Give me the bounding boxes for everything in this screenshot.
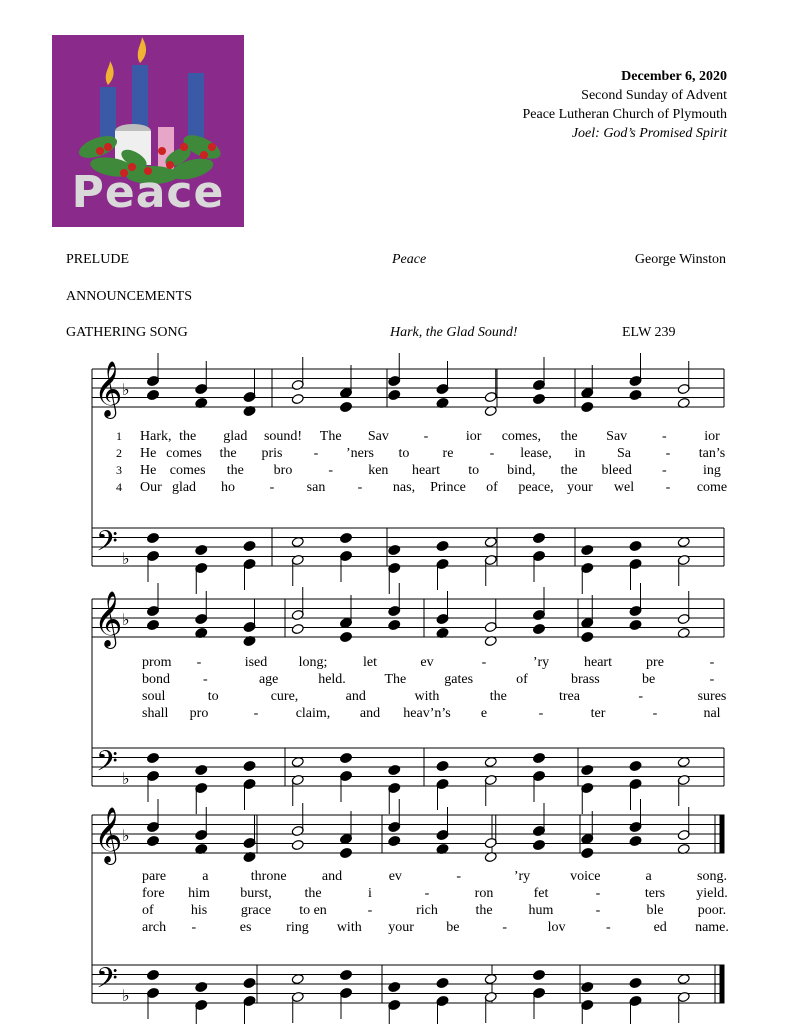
lyric-syllable: sound! [263,429,303,444]
lyric-syllable: pare [142,869,167,884]
lyric-syllable: ter [590,706,606,721]
lyric-syllable: come [696,480,728,495]
lyric-syllable: - [538,706,544,721]
lyric-syllable: ing [703,463,721,478]
treble-note [532,393,545,404]
bass-clef-icon: 𝄢 [96,525,118,565]
treble-note [629,835,642,846]
lyric-syllable: and [359,706,381,721]
lyric-syllable: held. [318,672,346,687]
bass-note [436,760,449,771]
lyric-syllable: song. [697,869,727,884]
lyric-syllable: The [384,672,407,687]
verse-number: 3 [116,463,122,477]
bass-note [532,752,545,763]
lyric-syllable: to [468,463,480,478]
lyric-syllable: sures [697,689,727,704]
treble-note [291,623,304,634]
lyric-syllable: gates [444,672,474,687]
lyric-syllable: re [442,446,454,461]
bass-note [436,540,449,551]
bass-clef-icon: 𝄢 [96,745,118,785]
lyric-syllable: - [709,672,715,687]
lyric-syllable: ble [646,903,664,918]
bass-clef-icon: 𝄢 [96,962,118,1002]
treble-note [388,389,401,400]
lyric-syllable: pro [189,706,209,721]
bass-note [388,764,401,775]
treble-note [339,401,352,412]
lyric-syllable: lov [547,920,566,935]
bass-note [243,760,256,771]
lyric-syllable: let [363,655,377,670]
lyric-syllable: comes, [501,429,541,444]
lyric-syllable: lease, [520,446,552,461]
lyric-syllable: be [446,920,460,935]
lyric-syllable: He [140,463,157,478]
lyric-syllable: ring [286,920,309,935]
lyric-syllable: comes [169,463,206,478]
treble-note [581,631,594,642]
lyric-syllable: ior [704,429,720,444]
lyric-syllable: - [328,463,334,478]
treble-note [339,847,352,858]
prelude-label: PRELUDE [66,252,129,267]
lyric-syllable: of [516,672,528,687]
lyric-syllable: - [652,706,658,721]
bass-note [339,532,352,543]
lyric-syllable: fore [142,886,165,901]
lyric-syllable: glad [171,480,197,495]
flat-icon: ♭ [122,380,130,399]
treble-note [629,389,642,400]
lyric-syllable: burst, [240,886,272,901]
lyric-syllable: hum [528,903,554,918]
lyric-syllable: voice [570,869,601,884]
lyric-syllable: comes [166,446,202,461]
lyric-syllable: nas, [392,480,416,495]
lyric-syllable: grace [240,903,272,918]
lyric-syllable: the [219,446,237,461]
lyric-syllable: - [502,920,508,935]
bass-note [195,981,208,992]
treble-note [581,401,594,412]
lyric-syllable: poor. [697,903,727,918]
lyric-syllable: Our [140,480,162,495]
lyric-syllable: your [388,920,414,935]
lyric-syllable: yield. [696,886,728,901]
bass-note [629,977,642,988]
bass-note [581,764,594,775]
lyric-syllable: the [489,689,507,704]
lyric-syllable: brass [570,672,600,687]
lyric-syllable: - [606,920,611,935]
lyric-syllable: ed [653,920,667,935]
lyric-syllable: - [709,655,715,670]
lyric-syllable: the [560,463,578,478]
lyric-syllable: bond [142,672,170,687]
lyric-syllable: with [414,689,440,704]
verse-number: 2 [116,446,122,460]
lyric-syllable: of [486,480,498,495]
lyric-syllable: - [661,429,667,444]
announcements-label: ANNOUNCEMENTS [66,289,192,304]
bass-note [484,536,497,547]
bass-note [436,977,449,988]
lyric-syllable: Prince [430,480,466,495]
lyric-syllable: heav’n’s [403,706,451,721]
bass-note [484,973,497,984]
lyric-syllable: Hark, [140,429,172,444]
lyric-syllable: a [645,869,652,884]
lyric-syllable: throne [250,869,287,884]
lyric-syllable: - [423,429,429,444]
treble-note [388,619,401,630]
lyric-syllable: The [319,429,342,444]
lyric-syllable: bind, [507,463,536,478]
bass-note [388,981,401,992]
lyric-syllable: ’ry [513,869,531,884]
treble-clef-icon: 𝄞 [94,361,123,417]
lyric-syllable: heart [584,655,612,670]
treble-note [339,631,352,642]
lyric-syllable: glad [223,429,248,444]
lyric-syllable: the [226,463,244,478]
lyric-syllable: - [456,869,462,884]
bass-note [581,981,594,992]
bass-note [195,764,208,775]
lyric-syllable: i [368,886,372,901]
treble-note [146,619,159,630]
lyric-syllable: ev [420,655,434,670]
lyric-syllable: name. [695,920,729,935]
prelude-title: Peace [392,252,427,267]
treble-note [291,393,304,404]
lyric-syllable: ’ry [532,655,550,670]
lyric-syllable: his [190,903,208,918]
bass-note [677,973,690,984]
lyric-syllable: - [424,886,430,901]
lyric-syllable: ters [644,886,666,901]
lyric-syllable: - [595,903,601,918]
lyric-syllable: and [345,689,366,704]
lyric-syllable: Sa [617,446,631,461]
lyric-syllable: heart [412,463,440,478]
lyric-syllable: age [258,672,279,687]
lyric-syllable: san [306,480,326,495]
lyric-syllable: the [560,429,578,444]
flat-icon: ♭ [122,549,130,568]
verse-number: 1 [116,429,122,443]
bass-note [291,536,304,547]
bass-note [532,969,545,980]
hymn-number: ELW 239 [622,325,676,340]
lyric-syllable: He [140,446,157,461]
lyric-syllable: peace, [518,480,554,495]
bass-note [243,977,256,988]
bass-note [532,532,545,543]
bass-note [195,544,208,555]
bass-note [581,544,594,555]
lyric-syllable: - [665,480,671,495]
bass-note [484,756,497,767]
flat-icon: ♭ [122,610,130,629]
bass-note [146,532,159,543]
lyric-syllable: wel [613,480,635,495]
lyric-syllable: cure, [270,689,299,704]
lyric-syllable: claim, [295,706,331,721]
lyric-syllable: Sav [606,429,628,444]
lyric-syllable: e [480,706,488,721]
lyric-syllable: - [269,480,275,495]
flat-icon: ♭ [122,826,130,845]
lyric-syllable: - [661,463,667,478]
bass-note [677,756,690,767]
sermon-theme: Joel: God’s Promised Spirit [571,126,727,141]
lyric-syllable: nal [703,706,721,721]
gathering-title: Hark, the Glad Sound! [390,325,518,340]
lyric-syllable: fet [533,886,549,901]
lyric-syllable: him [188,886,210,901]
lyric-syllable: tan’s [698,446,726,461]
treble-note [388,835,401,846]
final-bar-line [720,965,724,1003]
treble-note [146,835,159,846]
lyric-syllable: ev [388,869,402,884]
lyric-syllable: - [191,920,197,935]
lyric-syllable: ron [474,886,494,901]
lyric-syllable: - [638,689,644,704]
lyric-syllable: - [665,446,671,461]
bass-note [629,760,642,771]
lyric-syllable: - [196,655,202,670]
lyric-syllable: in [574,446,586,461]
treble-clef-icon: 𝄞 [94,591,123,647]
prelude-composer: George Winston [634,252,726,267]
treble-note [581,847,594,858]
treble-clef-icon: 𝄞 [94,807,123,863]
lyric-syllable: - [595,886,601,901]
lyric-syllable: prom [142,655,172,670]
bass-note [629,540,642,551]
bass-note [146,969,159,980]
gathering-label: GATHERING SONG [66,325,188,340]
lyric-syllable: - [489,446,495,461]
lyric-syllable: the [304,886,322,901]
flat-icon: ♭ [122,769,130,788]
treble-note [146,389,159,400]
lyric-syllable: a [202,869,209,884]
lyric-syllable: pre [646,655,664,670]
lyric-syllable: bleed [601,463,632,478]
lyric-syllable: long; [298,655,328,670]
lyric-syllable: ior [465,429,482,444]
lyric-syllable: - [253,706,259,721]
bass-note [339,969,352,980]
final-bar-line [720,815,724,853]
lyric-syllable: of [142,903,154,918]
church-name: Peace Lutheran Church of Plymouth [522,107,727,122]
treble-note [532,623,545,634]
lyric-syllable: arch [142,920,167,935]
lyric-syllable: to [207,689,219,704]
lyric-syllable: to [398,446,410,461]
lyric-syllable: - [367,903,373,918]
lyric-syllable: to en [299,903,327,918]
lyric-syllable: - [357,480,363,495]
lyric-syllable: ised [244,655,268,670]
bass-note [388,544,401,555]
lyric-syllable: Sav [367,429,389,444]
lyric-syllable: be [642,672,656,687]
lyric-syllable: ho [221,480,235,495]
sunday-name: Second Sunday of Advent [581,88,727,103]
bass-note [146,752,159,763]
lyric-syllable: your [567,480,593,495]
flat-icon: ♭ [122,986,130,1005]
lyric-syllable: the [475,903,493,918]
service-date: December 6, 2020 [621,69,727,84]
lyric-syllable: the [179,429,197,444]
lyric-syllable: shall [142,706,169,721]
treble-note [629,619,642,630]
logo-word: Peace [71,167,225,218]
lyric-syllable: - [481,655,487,670]
lyric-syllable: and [321,869,343,884]
lyric-syllable: ken [368,463,389,478]
bass-note [243,540,256,551]
treble-note [291,839,304,850]
bass-note [291,756,304,767]
lyric-syllable: pris [261,446,283,461]
lyric-syllable: with [336,920,362,935]
lyric-syllable: - [313,446,319,461]
treble-note [532,839,545,850]
bass-note [339,752,352,763]
lyric-syllable: - [202,672,208,687]
verse-number: 4 [116,480,122,494]
lyric-syllable: rich [416,903,438,918]
lyric-syllable: soul [142,689,166,704]
lyric-syllable: es [239,920,252,935]
bass-note [677,536,690,547]
lyric-syllable: trea [559,689,580,704]
bass-note [291,973,304,984]
lyric-syllable: bro [273,463,293,478]
lyric-syllable: ’ners [346,446,374,461]
